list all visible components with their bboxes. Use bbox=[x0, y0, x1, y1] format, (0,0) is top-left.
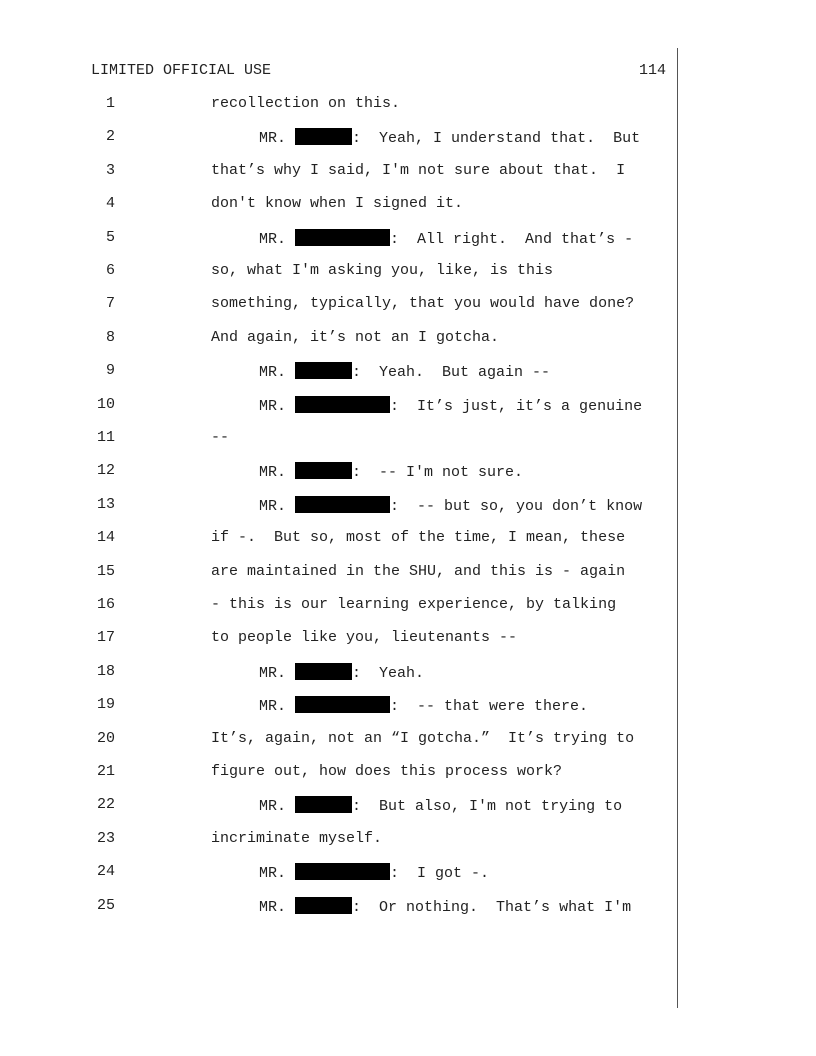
speaker-text: : Yeah. bbox=[352, 664, 425, 682]
speaker-prefix: MR. bbox=[259, 865, 287, 883]
line-number: 16 bbox=[96, 596, 115, 613]
line-number: 8 bbox=[105, 328, 115, 346]
transcript-line bbox=[0, 663, 680, 683]
redaction-box bbox=[295, 229, 390, 246]
speaker-prefix: MR. bbox=[259, 798, 287, 816]
line-number: 24 bbox=[96, 863, 115, 881]
line-number: 21 bbox=[96, 763, 115, 780]
line-number: 17 bbox=[96, 629, 115, 647]
line-text: that’s why I said, I'm not sure about that. I bbox=[211, 161, 626, 179]
line-text: if -. But so, most of the time, I mean, these bbox=[211, 529, 626, 547]
redaction-box bbox=[295, 362, 352, 379]
speaker-line bbox=[259, 663, 424, 682]
speaker-prefix: MR. bbox=[259, 497, 287, 515]
line-number: 10 bbox=[96, 395, 115, 413]
speaker-prefix: MR. bbox=[259, 464, 287, 482]
redaction-box bbox=[295, 863, 390, 880]
speaker-line bbox=[259, 796, 622, 815]
speaker-line bbox=[259, 128, 640, 147]
transcript-line bbox=[0, 396, 680, 416]
speaker-text: : Yeah, I understand that. But bbox=[352, 130, 641, 148]
line-number: 19 bbox=[96, 696, 115, 714]
speaker-text: : -- I'm not sure. bbox=[352, 464, 524, 482]
transcript-line bbox=[0, 696, 680, 716]
speaker-line bbox=[259, 462, 523, 481]
line-text: incriminate myself. bbox=[211, 829, 383, 847]
line-number: 23 bbox=[96, 829, 115, 847]
line-number: 13 bbox=[96, 495, 115, 513]
line-number: 9 bbox=[105, 362, 115, 380]
transcript-line bbox=[0, 730, 680, 750]
redaction-box bbox=[295, 897, 352, 914]
line-number: 7 bbox=[105, 295, 115, 313]
transcript-line bbox=[0, 629, 680, 649]
line-number: 12 bbox=[96, 462, 115, 480]
transcript-line bbox=[0, 596, 680, 616]
line-number: 4 bbox=[105, 195, 115, 213]
line-number: 25 bbox=[96, 896, 115, 914]
line-text: -- bbox=[211, 429, 230, 446]
line-number: 22 bbox=[96, 796, 115, 814]
transcript-line bbox=[0, 563, 680, 583]
redaction-box bbox=[295, 663, 352, 680]
speaker-line bbox=[259, 696, 588, 715]
speaker-line bbox=[259, 362, 550, 381]
line-text: to people like you, lieutenants -- bbox=[211, 629, 518, 647]
line-number: 5 bbox=[105, 228, 115, 246]
line-text: are maintained in the SHU, and this is - again bbox=[211, 562, 626, 580]
line-number: 2 bbox=[105, 128, 115, 146]
line-text: figure out, how does this process work? bbox=[211, 763, 563, 780]
line-number: 15 bbox=[96, 562, 115, 580]
speaker-prefix: MR. bbox=[259, 664, 287, 682]
speaker-prefix: MR. bbox=[259, 130, 287, 148]
redaction-box bbox=[295, 396, 390, 413]
line-text: - this is our learning experience, by talking bbox=[211, 596, 617, 613]
redaction-box bbox=[295, 462, 352, 479]
speaker-line bbox=[259, 229, 633, 248]
line-number: 11 bbox=[96, 429, 115, 446]
line-number: 1 bbox=[105, 95, 115, 112]
line-number: 14 bbox=[96, 529, 115, 547]
transcript-line bbox=[0, 529, 680, 549]
line-number: 20 bbox=[96, 729, 115, 747]
transcript-line bbox=[0, 796, 680, 816]
speaker-text: : All right. And that’s - bbox=[390, 230, 634, 248]
transcript-line bbox=[0, 429, 680, 449]
line-text: something, typically, that you would have done? bbox=[211, 295, 635, 313]
transcript-line bbox=[0, 195, 680, 215]
transcript-line bbox=[0, 863, 680, 883]
speaker-text: : -- but so, you don’t know bbox=[390, 497, 643, 515]
speaker-prefix: MR. bbox=[259, 230, 287, 248]
line-number: 18 bbox=[96, 662, 115, 680]
transcript-line bbox=[0, 295, 680, 315]
line-number: 3 bbox=[105, 161, 115, 179]
transcript-line bbox=[0, 262, 680, 282]
line-text: don't know when I signed it. bbox=[211, 195, 464, 213]
line-text: recollection on this. bbox=[211, 95, 401, 112]
line-number: 6 bbox=[105, 262, 115, 279]
line-text: It’s, again, not an “I gotcha.” It’s trying to bbox=[211, 729, 635, 747]
transcript-line bbox=[0, 763, 680, 783]
speaker-prefix: MR. bbox=[259, 397, 287, 415]
speaker-text: : Yeah. But again -- bbox=[352, 364, 551, 382]
redaction-box bbox=[295, 128, 352, 145]
speaker-line bbox=[259, 496, 642, 515]
transcript-line bbox=[0, 95, 680, 115]
redaction-box bbox=[295, 696, 390, 713]
line-text: so, what I'm asking you, like, is this bbox=[211, 262, 554, 279]
speaker-line bbox=[259, 863, 489, 882]
transcript-line bbox=[0, 830, 680, 850]
transcript-line bbox=[0, 362, 680, 382]
transcript-line bbox=[0, 128, 680, 148]
speaker-text: : I got -. bbox=[390, 865, 490, 883]
redaction-box bbox=[295, 796, 352, 813]
line-text: And again, it’s not an I gotcha. bbox=[211, 328, 500, 346]
redaction-box bbox=[295, 496, 390, 513]
transcript-line bbox=[0, 162, 680, 182]
speaker-line bbox=[259, 897, 631, 916]
transcript-line bbox=[0, 329, 680, 349]
speaker-prefix: MR. bbox=[259, 364, 287, 382]
transcript-line bbox=[0, 462, 680, 482]
transcript-line bbox=[0, 229, 680, 249]
classification-header: LIMITED OFFICIAL USE bbox=[91, 62, 272, 79]
speaker-prefix: MR. bbox=[259, 898, 287, 916]
speaker-prefix: MR. bbox=[259, 698, 287, 716]
transcript-line bbox=[0, 897, 680, 917]
speaker-text: : But also, I'm not trying to bbox=[352, 798, 623, 816]
transcript-line bbox=[0, 496, 680, 516]
speaker-text: : It’s just, it’s a genuine bbox=[390, 397, 643, 415]
speaker-line bbox=[259, 396, 642, 415]
speaker-text: : Or nothing. That’s what I'm bbox=[352, 898, 632, 916]
speaker-text: : -- that were there. bbox=[390, 698, 589, 716]
page-number: 114 bbox=[638, 62, 666, 79]
